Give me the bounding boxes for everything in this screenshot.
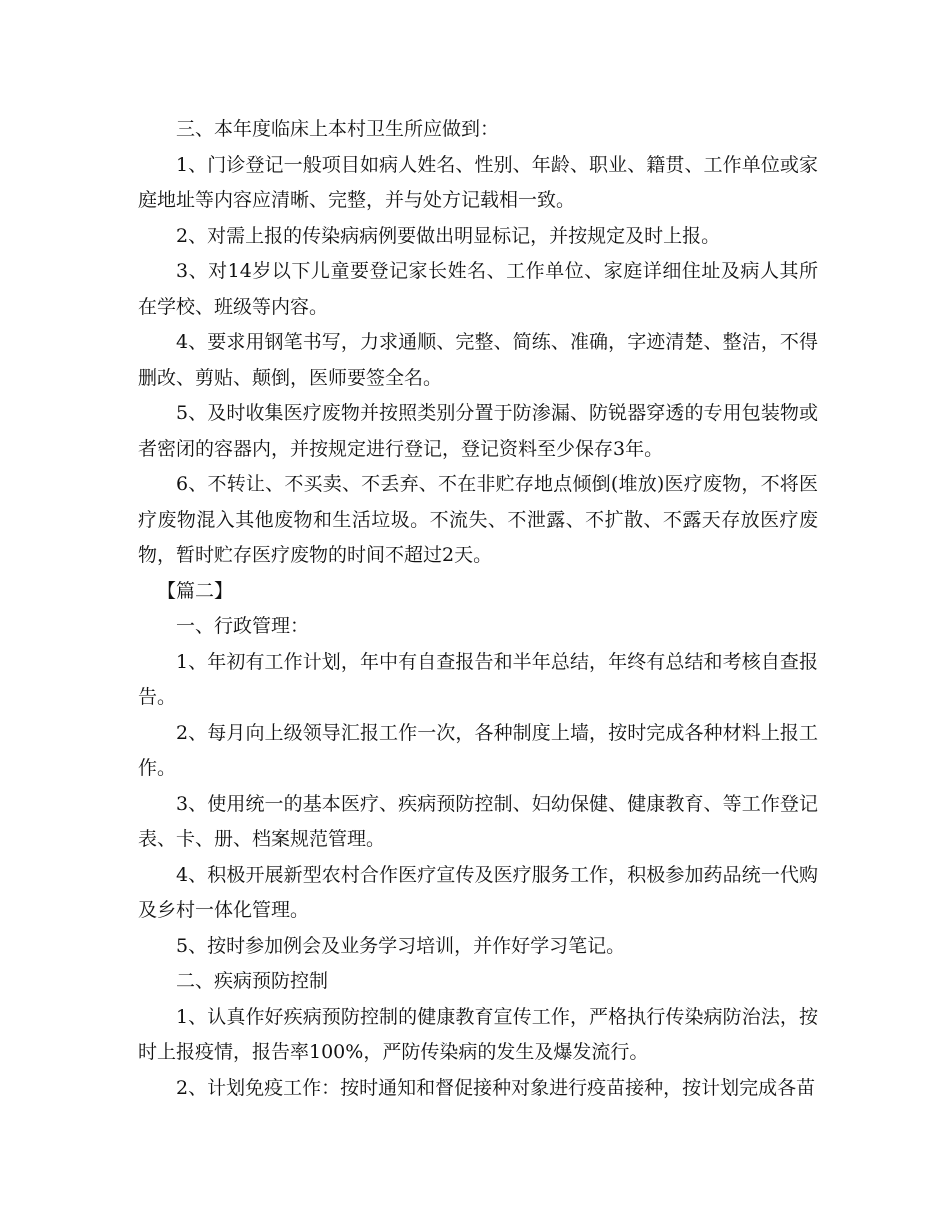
paragraph: 1、认真作好疾病预防控制的健康教育宣传工作，严格执行传染病防治法，按时上报疫情，报告率100%，严防传染病的发生及爆发流行。 bbox=[138, 1005, 818, 1063]
paragraph: 3、对14岁以下儿童要登记家长姓名、工作单位、家庭详细住址及病人其所在学校、班级等内容。 bbox=[138, 260, 818, 318]
document-body bbox=[138, 112, 818, 1106]
paragraph: 5、按时参加例会及业务学习培训，并作好学习笔记。 bbox=[176, 934, 626, 957]
paragraph: 1、门诊登记一般项目如病人姓名、性别、年龄、职业、籍贯、工作单位或家庭地址等内容应清晰、完整，并与处方记载相一致。 bbox=[138, 153, 818, 211]
paragraph: 6、不转让、不买卖、不丢弃、不在非贮存地点倾倒(堆放)医疗废物，不将医疗废物混入其他废物和生活垃圾。不流失、不泄露、不扩散、不露天存放医疗废物，暂时贮存医疗废物的时间不超过2天。 bbox=[138, 473, 818, 566]
paragraph: 2、每月向上级领导汇报工作一次，各种制度上墙，按时完成各种材料上报工作。 bbox=[138, 721, 818, 779]
paragraph: 4、积极开展新型农村合作医疗宣传及医疗服务工作，积极参加药品统一代购及乡村一体化管理。 bbox=[138, 863, 818, 921]
paragraph: 5、及时收集医疗废物并按照类别分置于防渗漏、防锐器穿透的专用包装物或者密闭的容器内，并按规定进行登记，登记资料至少保存3年。 bbox=[138, 402, 818, 460]
paragraph: 1、年初有工作计划，年中有自查报告和半年总结，年终有总结和考核自查报告。 bbox=[138, 650, 818, 708]
section-heading-3: 三、本年度临床上本村卫生所应做到： bbox=[176, 118, 500, 140]
chapter-heading: 【篇二】 bbox=[157, 579, 234, 602]
paragraph: 2、对需上报的传染病病例要做出明显标记，并按规定及时上报。 bbox=[176, 224, 721, 247]
paragraph: 4、要求用钢笔书写，力求通顺、完整、简练、准确，字迹清楚、整洁，不得删改、剪贴、颠倒，医师要签全名。 bbox=[138, 331, 818, 389]
paragraph: 3、使用统一的基本医疗、疾病预防控制、妇幼保健、健康教育、等工作登记表、卡、册、档案规范管理。 bbox=[138, 792, 818, 850]
section-heading-2: 二、疾病预防控制 bbox=[176, 970, 329, 992]
paragraph: 2、计划免疫工作：按时通知和督促接种对象进行疫苗接种，按计划完成各苗 bbox=[176, 1076, 816, 1099]
section-heading-1: 一、行政管理： bbox=[176, 615, 310, 637]
